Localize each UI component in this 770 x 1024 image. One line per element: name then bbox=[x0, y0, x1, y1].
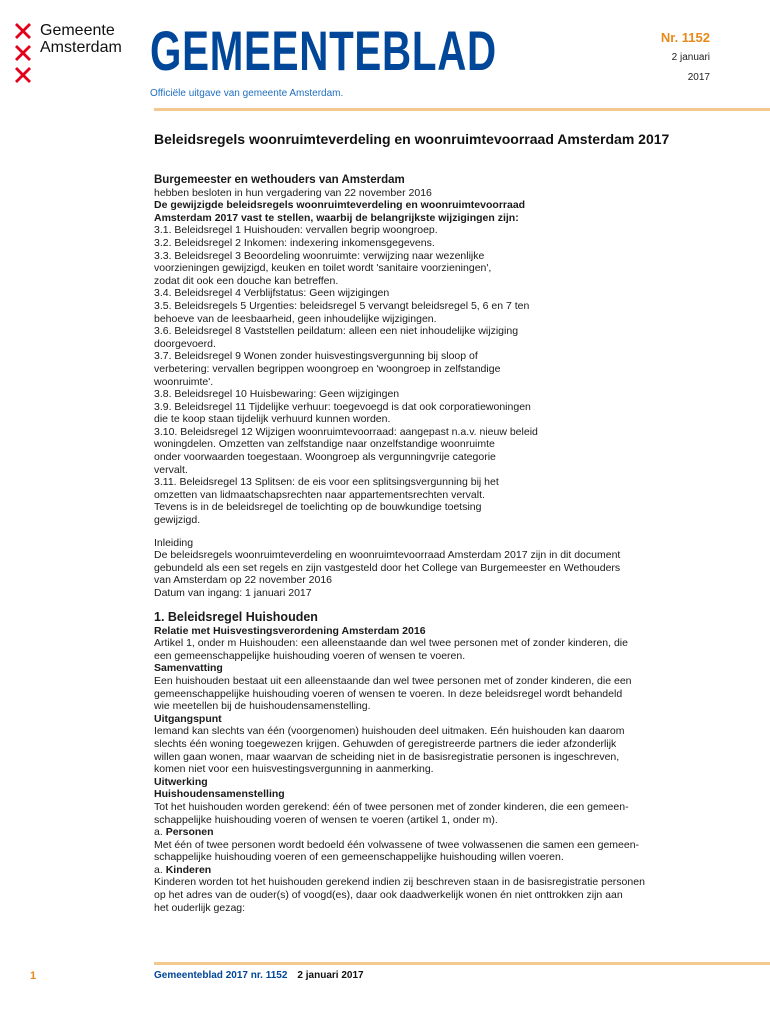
change-item: onder voorwaarden toegestaan. Woongroep als vergunningvrije categorie bbox=[154, 451, 496, 464]
change-item: woningdelen. Omzetten van zelfstandige naar onzelfstandige woonruimte bbox=[154, 438, 495, 451]
change-item: gewijzigd. bbox=[154, 514, 201, 527]
change-item: voorzieningen gewijzigd, keuken en toilet wordt 'sanitaire voorzieningen', bbox=[154, 262, 492, 275]
uitgangspunt-line: Iemand kan slechts van één (voorgenomen) huishouden deel uitmaken. Eén huishouden kan daarom bbox=[154, 725, 625, 738]
change-item: 3.10. Beleidsregel 12 Wijzigen woonruimtevoorraad: aangepast n.a.v. nieuw beleid bbox=[154, 425, 538, 438]
intro-bold-line: De gewijzigde beleidsregels woonruimteverdeling en woonruimtevoorraad bbox=[154, 199, 526, 212]
ingangsdatum: Datum van ingang: 1 januari 2017 bbox=[154, 587, 312, 599]
change-item: behoeve van de leesbaarheid, geen inhoudelijke wijzigingen. bbox=[154, 312, 437, 325]
issue-info bbox=[661, 28, 710, 88]
change-item: Tevens is in de beleidsregel de toelichting op de bouwkundige toetsing bbox=[154, 501, 482, 514]
change-item: vervalt. bbox=[154, 463, 188, 476]
footer-divider bbox=[154, 962, 770, 965]
change-item: 3.11. Beleidsregel 13 Splitsen: de eis voor een splitsingsvergunning bij het bbox=[154, 476, 499, 489]
uitwerking-heading: Uitwerking bbox=[154, 775, 208, 788]
change-item: 3.5. Beleidsregels 5 Urgenties: beleidsregel 5 vervangt beleidsregel 5, 6 en 7 ten bbox=[154, 299, 530, 312]
samenvatting-line: Een huishouden bestaat uit een alleenstaande dan wel twee personen met of zonder kinderen, die een bbox=[154, 674, 632, 687]
footer-publication: Gemeenteblad 2017 nr. 1152 bbox=[154, 970, 288, 981]
change-item: doorgevoerd. bbox=[154, 337, 216, 350]
change-item: 3.6. Beleidsregel 8 Vaststellen peildatum: alleen een niet inhoudelijke wijziging bbox=[154, 325, 519, 338]
inleiding-line: De beleidsregels woonruimteverdeling en woonruimtevoorraad Amsterdam 2017 zijn in dit document bbox=[154, 549, 621, 562]
intro-bold-line: Amsterdam 2017 vast te stellen, waarbij de belangrijkste wijzigingen zijn: bbox=[154, 211, 519, 224]
samenstelling-line: schappelijke huishouding voeren of wensen te voeren (artikel 1, onder m). bbox=[154, 813, 498, 826]
personen-line: Met één of twee personen wordt bedoeld één volwassene of twee volwassenen die samen een gemeen- bbox=[154, 838, 640, 851]
intro-block bbox=[154, 187, 604, 527]
change-item: verbetering: vervallen begrippen woongroep en 'woongroep in zelfstandige bbox=[154, 362, 501, 375]
relatie-line: Artikel 1, onder m Huishouden: een alleenstaande dan wel twee personen met of zonder kinderen, die bbox=[154, 637, 628, 650]
masthead-title: GEMEENTEBLAD bbox=[150, 19, 497, 82]
inleiding-line: gebundeld als een set regels en zijn vastgesteld door het College van Burgemeester en Wethouders bbox=[154, 561, 621, 574]
issue-year: 2017 bbox=[687, 72, 710, 83]
page-number: 1 bbox=[30, 970, 37, 982]
kinderen-line: op het adres van de ouder(s) of voogd(es), daar ook daadwerkelijk wonen én niet onttrokken zijn aan bbox=[154, 889, 623, 902]
logo-text bbox=[40, 22, 122, 56]
cross-icon bbox=[14, 66, 32, 84]
intro-line: hebben besloten in hun vergadering van 22 november 2016 bbox=[154, 186, 432, 199]
cross-icon bbox=[14, 22, 32, 40]
uitgangspunt-heading: Uitgangspunt bbox=[154, 712, 222, 725]
change-item: 3.7. Beleidsregel 9 Wonen zonder huisvestingsvergunning bij sloop of bbox=[154, 350, 478, 363]
personen-line: schappelijke huishouding voeren of een gemeenschappelijke huishouding willen voeren. bbox=[154, 851, 564, 864]
change-item: 3.4. Beleidsregel 4 Verblijfstatus: Geen wijzigingen bbox=[154, 287, 390, 300]
relatie-line: een gemeenschappelijke huishouding voeren of wensen te voeren. bbox=[154, 649, 466, 662]
relatie-heading: Relatie met Huisvestingsverordening Amsterdam 2016 bbox=[154, 624, 426, 637]
change-item: 3.8. Beleidsregel 10 Huisbewaring: Geen wijzigingen bbox=[154, 388, 400, 401]
footer-date: 2 januari 2017 bbox=[297, 970, 364, 981]
change-item: 3.2. Beleidsregel 2 Inkomen: indexering inkomensgegevens. bbox=[154, 236, 435, 249]
kinderen-subheading bbox=[154, 864, 718, 877]
cross-icon bbox=[14, 44, 32, 62]
kinderen-line: het ouderlijk gezag: bbox=[154, 901, 246, 914]
samenstelling-line: Tot het huishouden worden gerekend: één of twee personen met of zonder kinderen, die een gemeen- bbox=[154, 800, 629, 813]
uitgangspunt-line: slechts één woning toegewezen krijgen. Gehuwden of geregistreerde partners die ieder afzonderlijk bbox=[154, 737, 617, 750]
section-heading: 1. Beleidsregel Huishouden bbox=[154, 609, 318, 624]
change-item: 3.9. Beleidsregel 11 Tijdelijke verhuur: toegevoegd is dat ook corporatiewoningen bbox=[154, 400, 531, 413]
samenvatting-line: gemeenschappelijke huishouding voeren of wensen te voeren. In deze beleidsregel wordt behandeld bbox=[154, 687, 623, 700]
change-item: omzetten van lidmaatschapsrechten naar appartementsrechten vervalt. bbox=[154, 488, 485, 501]
inleiding-heading: Inleiding bbox=[154, 536, 194, 549]
samenvatting-heading: Samenvatting bbox=[154, 662, 223, 675]
change-item: 3.1. Beleidsregel 1 Huishouden: vervallen begrip woongroep. bbox=[154, 224, 438, 237]
logo-line-1: Gemeente bbox=[40, 22, 115, 39]
intro-heading: Burgemeester en wethouders van Amsterdam bbox=[154, 174, 405, 186]
change-item: 3.3. Beleidsregel 3 Beoordeling woonruimte: verwijzing naar wezenlijke bbox=[154, 249, 485, 262]
masthead-subtitle: Officiële uitgave van gemeente Amsterdam. bbox=[150, 88, 344, 99]
footer-info bbox=[154, 970, 364, 981]
uitgangspunt-line: willen gaan wonen, maar waarvan de scheiding niet in de basisregistratie personen is ingeschreven, bbox=[154, 750, 620, 763]
change-item: zodat dit ook een douche kan betreffen. bbox=[154, 274, 339, 287]
issue-number: Nr. 1152 bbox=[660, 30, 710, 45]
personen-heading: Personen bbox=[165, 826, 214, 839]
logo-line-2: Amsterdam bbox=[40, 39, 122, 56]
personen-subheading bbox=[154, 826, 718, 839]
samenvatting-line: wie meetellen bij de huishoudensamenstelling. bbox=[154, 700, 371, 713]
spacer bbox=[154, 600, 718, 610]
huishoudensamenstelling-heading: Huishoudensamenstelling bbox=[154, 788, 285, 801]
change-item: woonruimte'. bbox=[154, 375, 214, 388]
document-title: Beleidsregels woonruimteverdeling en woonruimtevoorraad Amsterdam 2017 bbox=[154, 131, 670, 147]
kinderen-heading: Kinderen bbox=[165, 863, 212, 876]
kinderen-line: Kinderen worden tot het huishouden gerekend indien zij beschreven staan in de basisregistratie personen bbox=[154, 876, 645, 889]
kinderen-prefix: a. bbox=[154, 863, 166, 876]
change-item: die te koop staan tijdelijk verhuurd kunnen worden. bbox=[154, 413, 391, 426]
andreas-crosses bbox=[14, 22, 34, 88]
inleiding-line: van Amsterdam op 22 november 2016 bbox=[154, 574, 333, 587]
issue-date: 2 januari bbox=[671, 52, 710, 63]
personen-prefix: a. bbox=[154, 826, 166, 839]
uitgangspunt-line: komen niet voor een huisvestingsvergunning in aanmerking. bbox=[154, 763, 434, 776]
document-body bbox=[154, 174, 718, 914]
spacer bbox=[154, 527, 718, 537]
header-divider bbox=[154, 108, 770, 111]
